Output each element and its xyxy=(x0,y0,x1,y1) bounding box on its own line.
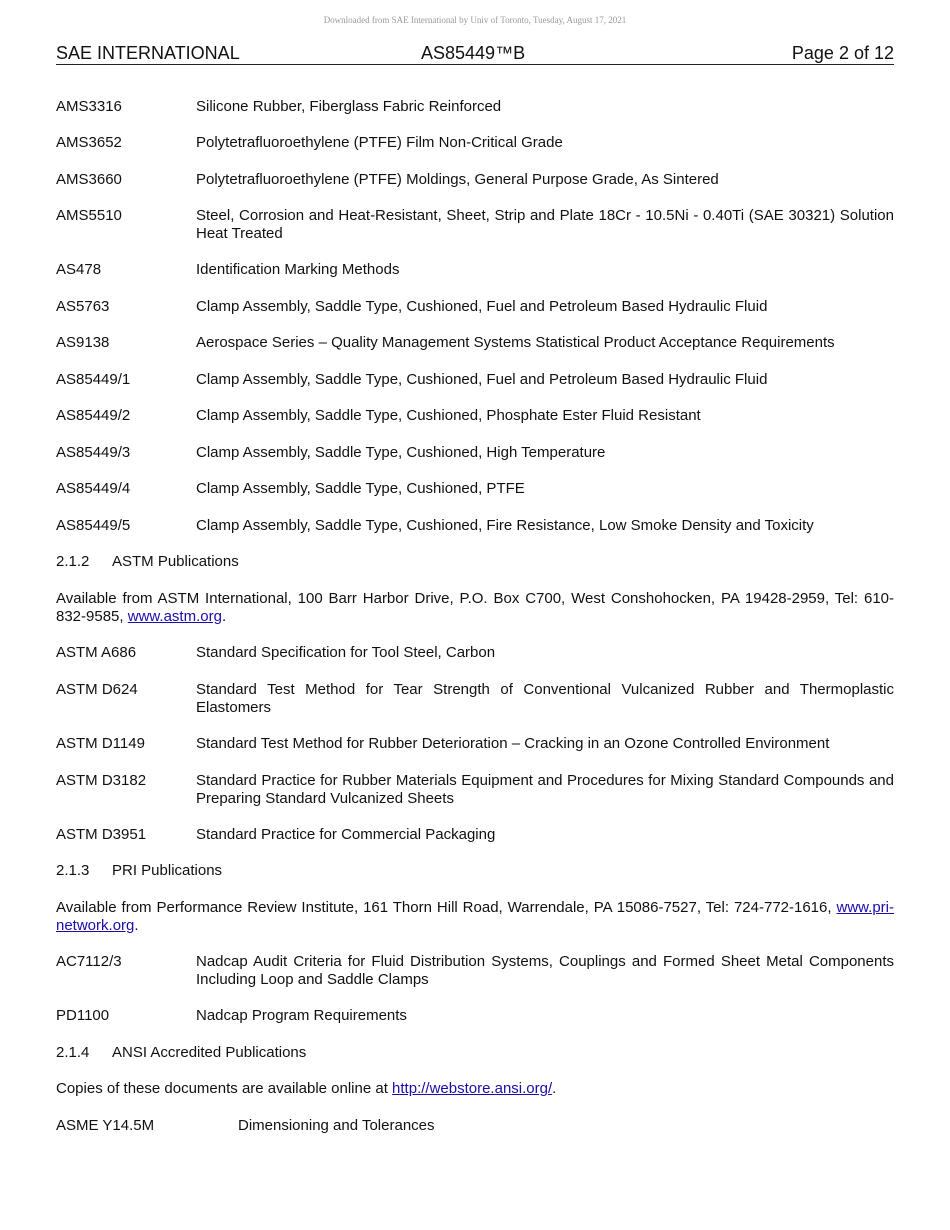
availability-text: Available from Performance Review Institute, 161 Thorn Hill Road, Warrendale, PA 15086-7527, Tel: 724-772-1616, xyxy=(56,899,837,916)
reference-code: AS85449/4 xyxy=(56,480,131,497)
reference-title: Standard Test Method for Rubber Deterioration – Cracking in an Ozone Controlled Environment xyxy=(196,735,830,752)
section-heading-astm xyxy=(56,553,239,571)
reference-code: AS85449/1 xyxy=(56,371,131,388)
reference-code: AMS5510 xyxy=(56,207,122,224)
reference-title: Clamp Assembly, Saddle Type, Cushioned, PTFE xyxy=(196,480,525,497)
astm-website-link[interactable]: www.astm.org xyxy=(127,608,222,625)
reference-entry xyxy=(56,98,894,116)
reference-entry xyxy=(56,334,894,352)
reference-entry xyxy=(56,826,894,844)
reference-code: AS5763 xyxy=(56,298,110,315)
reference-code: ASTM D3182 xyxy=(56,772,147,789)
reference-entry xyxy=(56,517,894,535)
reference-code: AMS3316 xyxy=(56,98,122,115)
reference-title: Nadcap Program Requirements xyxy=(196,1007,407,1024)
reference-entry xyxy=(56,1117,894,1135)
reference-entry xyxy=(56,261,894,279)
reference-entry xyxy=(56,735,894,753)
astm-availability-text xyxy=(56,590,894,626)
availability-text: Copies of these documents are available online at xyxy=(56,1080,393,1097)
reference-title: Clamp Assembly, Saddle Type, Cushioned, Fuel and Petroleum Based Hydraulic Fluid xyxy=(196,298,768,315)
availability-text: Available from ASTM International, 100 Barr Harbor Drive, P.O. Box C700, West Conshohocken, PA 19428-2959, Tel: 610-832-9585, xyxy=(56,590,894,625)
reference-entry xyxy=(56,171,894,189)
header-page-number: Page 2 of 12 xyxy=(791,43,894,63)
section-number: 2.1.4 xyxy=(56,1044,90,1061)
reference-title: Clamp Assembly, Saddle Type, Cushioned, High Temperature xyxy=(196,444,606,461)
reference-title: Clamp Assembly, Saddle Type, Cushioned, Phosphate Ester Fluid Resistant xyxy=(196,407,701,424)
section-number: 2.1.3 xyxy=(56,862,90,879)
pri-website-link[interactable]: www.pri-network.org xyxy=(56,899,894,934)
reference-title: Standard Specification for Tool Steel, Carbon xyxy=(196,644,496,661)
reference-code: ASTM A686 xyxy=(56,644,137,661)
page-header xyxy=(56,43,894,65)
reference-entry xyxy=(56,772,894,808)
reference-entry xyxy=(56,371,894,389)
reference-title: Standard Practice for Rubber Materials Equipment and Procedures for Mixing Standard Compounds and Preparing Standard Vulcanized Sheets xyxy=(196,772,894,807)
reference-code: AS478 xyxy=(56,261,102,278)
reference-code: AS85449/5 xyxy=(56,517,131,534)
reference-title: Steel, Corrosion and Heat-Resistant, Sheet, Strip and Plate 18Cr - 10.5Ni - 0.40Ti (SAE 30321) Solution Heat Treated xyxy=(196,207,894,242)
reference-code: AMS3652 xyxy=(56,134,122,151)
reference-entry xyxy=(56,207,894,243)
pri-availability-text xyxy=(56,899,894,935)
reference-code: AS9138 xyxy=(56,334,110,351)
reference-code: ASTM D624 xyxy=(56,681,138,698)
reference-title: Clamp Assembly, Saddle Type, Cushioned, Fuel and Petroleum Based Hydraulic Fluid xyxy=(196,371,768,388)
availability-end: . xyxy=(134,917,139,934)
reference-code: AC7112/3 xyxy=(56,953,122,970)
section-title: ASTM Publications xyxy=(112,553,239,570)
ansi-availability-text xyxy=(56,1080,894,1098)
section-title: ANSI Accredited Publications xyxy=(112,1044,307,1061)
reference-code: ASTM D3951 xyxy=(56,826,147,843)
availability-end: . xyxy=(552,1080,557,1097)
reference-title: Dimensioning and Tolerances xyxy=(238,1117,435,1134)
reference-title: Standard Practice for Commercial Packaging xyxy=(196,826,496,843)
reference-entry xyxy=(56,407,894,425)
section-number: 2.1.2 xyxy=(56,553,90,570)
reference-code: AS85449/2 xyxy=(56,407,131,424)
header-doc-number: AS85449™B xyxy=(421,43,526,63)
reference-entry xyxy=(56,444,894,462)
reference-title: Clamp Assembly, Saddle Type, Cushioned, Fire Resistance, Low Smoke Density and Toxicity xyxy=(196,517,814,534)
reference-code: ASTM D1149 xyxy=(56,735,145,752)
reference-entry xyxy=(56,134,894,152)
reference-title: Aerospace Series – Quality Management Systems Statistical Product Acceptance Requirements xyxy=(196,334,835,351)
ansi-webstore-link[interactable]: http://webstore.ansi.org/ xyxy=(392,1080,553,1097)
reference-title: Silicone Rubber, Fiberglass Fabric Reinforced xyxy=(196,98,502,115)
reference-entry xyxy=(56,644,894,662)
header-org: SAE INTERNATIONAL xyxy=(56,43,240,63)
reference-code: PD1100 xyxy=(56,1007,110,1024)
reference-code: AMS3660 xyxy=(56,171,122,188)
reference-title: Nadcap Audit Criteria for Fluid Distribution Systems, Couplings and Formed Sheet Metal Components Including Loop and Saddle Clamps xyxy=(196,953,894,988)
reference-entry xyxy=(56,480,894,498)
reference-title: Polytetrafluoroethylene (PTFE) Moldings, General Purpose Grade, As Sintered xyxy=(196,171,719,188)
reference-entry xyxy=(56,681,894,717)
reference-entry xyxy=(56,953,894,989)
section-heading-pri xyxy=(56,862,222,880)
reference-entry xyxy=(56,298,894,316)
section-heading-ansi xyxy=(56,1044,306,1062)
reference-code: ASME Y14.5M xyxy=(56,1117,155,1134)
reference-code: AS85449/3 xyxy=(56,444,131,461)
reference-title: Standard Test Method for Tear Strength of Conventional Vulcanized Rubber and Thermoplastic Elastomers xyxy=(196,681,894,716)
availability-end: . xyxy=(221,608,227,625)
section-title: PRI Publications xyxy=(112,862,223,879)
reference-entry xyxy=(56,1007,894,1025)
download-watermark: Downloaded from SAE International by Univ of Toronto, Tuesday, August 17, 2021 xyxy=(323,15,627,25)
reference-title: Polytetrafluoroethylene (PTFE) Film Non-Critical Grade xyxy=(196,134,563,151)
reference-title: Identification Marking Methods xyxy=(196,261,400,278)
